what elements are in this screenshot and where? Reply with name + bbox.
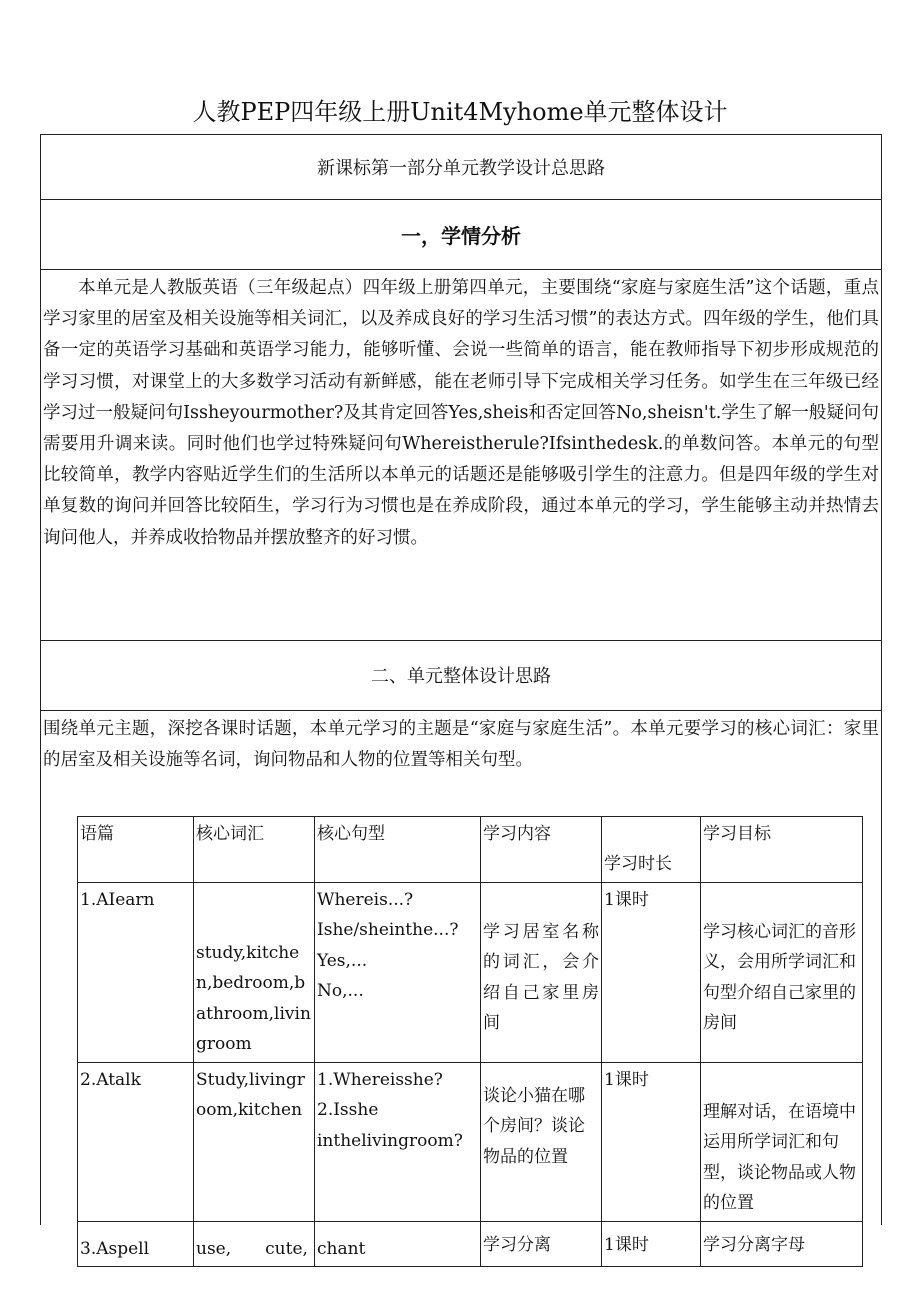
lesson-cell: 3.Aspell (78, 1221, 194, 1267)
analysis-heading: 一，学情分析 (41, 199, 881, 270)
table-row (78, 882, 863, 1062)
content-cell (481, 1062, 602, 1221)
pattern-line: Whereis...? (317, 889, 414, 910)
header-goal: 学习目标 (701, 817, 863, 883)
goal-text: 理解对话，在语境中运用所学词汇和句型，谈论物品或人物的位置 (703, 1101, 856, 1213)
pattern-cell (315, 1062, 481, 1221)
goal-cell: 学习分离字母 (701, 1221, 863, 1267)
part-heading: 新课标第一部分单元教学设计总思路 (41, 135, 881, 200)
pattern-cell (315, 882, 481, 1062)
content-cell (481, 882, 602, 1062)
pattern-line: Yes,... (317, 950, 368, 971)
pattern-line: Ishe/sheinthe...? (317, 920, 459, 940)
table-row (78, 1221, 863, 1267)
design-heading: 二、单元整体设计思路 (41, 640, 881, 711)
lesson-cell: 1.AIearn (78, 882, 194, 1062)
header-duration: 学习时长 (602, 817, 701, 883)
vocab-cell (194, 882, 315, 1062)
document-title: 人教PEP四年级上册Unit4Myhome单元整体设计 (192, 98, 728, 126)
goal-cell (701, 882, 863, 1062)
goal-text: 学习核心词汇的音形义，会用所学词汇和句型介绍自己家里的房间 (703, 921, 856, 1033)
lesson-table (77, 816, 863, 1267)
header-content: 学习内容 (481, 817, 602, 883)
header-lesson: 语篇 (78, 817, 194, 883)
vocab-cell (194, 1062, 315, 1221)
duration-cell: 1课时 (602, 882, 701, 1062)
design-cell (41, 710, 881, 776)
lesson-cell: 2.Atalk (78, 1062, 194, 1221)
vocab-text: study,kitchen,bedroom,bathroom,livingroom (196, 942, 311, 1054)
design-paragraph: 围绕单元主题，深挖各课时话题，本单元学习的主题是“家庭与家庭生活”。本单元要学习的核心词汇：家里的居室及相关设施等名词，询问物品和人物的位置等相关句型。 (43, 719, 879, 771)
goal-cell (701, 1062, 863, 1221)
content-cell: 学习分离 (481, 1221, 602, 1267)
table-row (78, 1062, 863, 1221)
duration-cell: 1课时 (602, 1062, 701, 1221)
analysis-paragraph: 本单元是人教版英语（三年级起点）四年级上册第四单元，主要围绕“家庭与家庭生活”这个话题，重点学习家里的居室及相关设施等相关词汇，以及养成良好的学习生活习惯”的表达方式。四年级的学生，他们具备一定的英语学习基础和英语学习能力，能够听懂、会说一些简单的语言，能在教师指导下初步形成规范的学习习惯，对课堂上的大多数学习活动有新鲜感，能在老师引导下完成相关学习任务。如学生在三年级已经学习过一般疑问句Issheyourmother?及其肯定回答Yes,sheis和否定回答No,sheisn't.学生了解一般疑问句需要用升调来读。同时他们也学过特殊疑问句Whereistherule?Ifsinthedesk.的单数问答。本单元的句型比较简单，教学内容贴近学生们的生活所以本单元的话题还是能够吸引学生的注意力。但是四年级的学生对单复数的询问并回答比较陌生，学习行为习惯也是在养成阶段，通过本单元的学习，学生能够主动并热情去询问他人，并养成收拾物品并摆放整齐的好习惯。 (43, 278, 879, 548)
header-vocab: 核心词汇 (194, 817, 315, 883)
table-header-row (78, 817, 863, 883)
pattern-line: inthelivingroom? (317, 1130, 463, 1151)
analysis-cell (41, 269, 881, 641)
pattern-line: 1.Whereisshe?2.Isshe (317, 1069, 443, 1120)
outer-table (40, 134, 882, 1259)
vocab-text: Study,livingroom,kitchen (196, 1069, 305, 1120)
pattern-line: No,... (317, 981, 364, 1001)
pattern-cell: chant (315, 1221, 481, 1267)
content-text: 谈论小猫在哪个房间？谈论物品的位置 (483, 1085, 585, 1167)
duration-cell: 1课时 (602, 1221, 701, 1267)
header-pattern: 核心句型 (315, 817, 481, 883)
content-text: 学习居室名称的词汇，会介绍自己家里房间 (483, 921, 599, 1033)
vocab-cell: use, cute, (194, 1221, 315, 1267)
